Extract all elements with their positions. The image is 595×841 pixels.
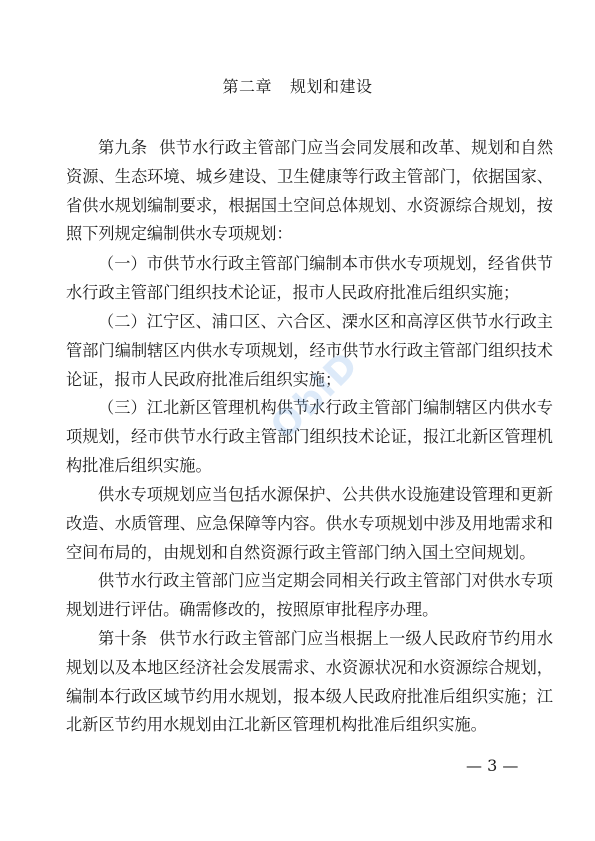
chapter-title: 规划和建设 (290, 77, 373, 96)
watermark-logo: ObiD (263, 343, 368, 448)
article-9-evaluation-paragraph: 供节水行政主管部门应当定期会同相关行政主管部门对供水专项规划进行评估。确需修改的，按照原审批程序办理。 (66, 571, 553, 619)
chapter-heading (0, 73, 595, 101)
article-9-label: 第九条 (98, 138, 148, 157)
article-9-body: 供节水行政主管部门应当会同发展和改革、规划和自然资源、生态环境、城乡建设、卫生健康等行政主管部门，依据国家、省供水规划编制要求，根据国土空间总体规划、水资源综合规划，按照下列规定编制供水专项规划： (66, 138, 554, 244)
article-10-body: 供节水行政主管部门应当根据上一级人民政府节约用水规划以及本地区经济社会发展需求、水资源状况和水资源综合规划，编制本行政区域节约用水规划，报本级人民政府批准后组织实施；江北新区节约用水规划由江北新区管理机构批准后组织实施。 (66, 629, 554, 735)
article-10-paragraph (66, 625, 553, 740)
article-9-item-1: （一）市供节水行政主管部门编制本市供水专项规划，经省供节水行政主管部门组织技术论证，报市人民政府批准后组织实施； (66, 254, 553, 302)
page-number: — 3 — (466, 756, 519, 775)
article-9-content-paragraph: 供水专项规划应当包括水源保护、公共供水设施建设管理和更新改造、水质管理、应急保障等内容。供水专项规划中涉及用地需求和空间布局的，由规划和自然资源行政主管部门纳入国土空间规划。 (66, 485, 553, 562)
article-9-item-3: （三）江北新区管理机构供节水行政主管部门编制辖区内供水专项规划，经市供节水行政主管部门组织技术论证，报江北新区管理机构批准后组织实施。 (66, 398, 553, 475)
article-9-paragraph (66, 134, 553, 249)
article-9-item-2: （二）江宁区、浦口区、六合区、溧水区和高淳区供节水行政主管部门编制辖区内供水专项规划，经市供节水行政主管部门组织技术论证，报市人民政府批准后组织实施； (66, 312, 553, 389)
chapter-number: 第二章 (222, 77, 272, 96)
article-10-label: 第十条 (98, 629, 148, 648)
